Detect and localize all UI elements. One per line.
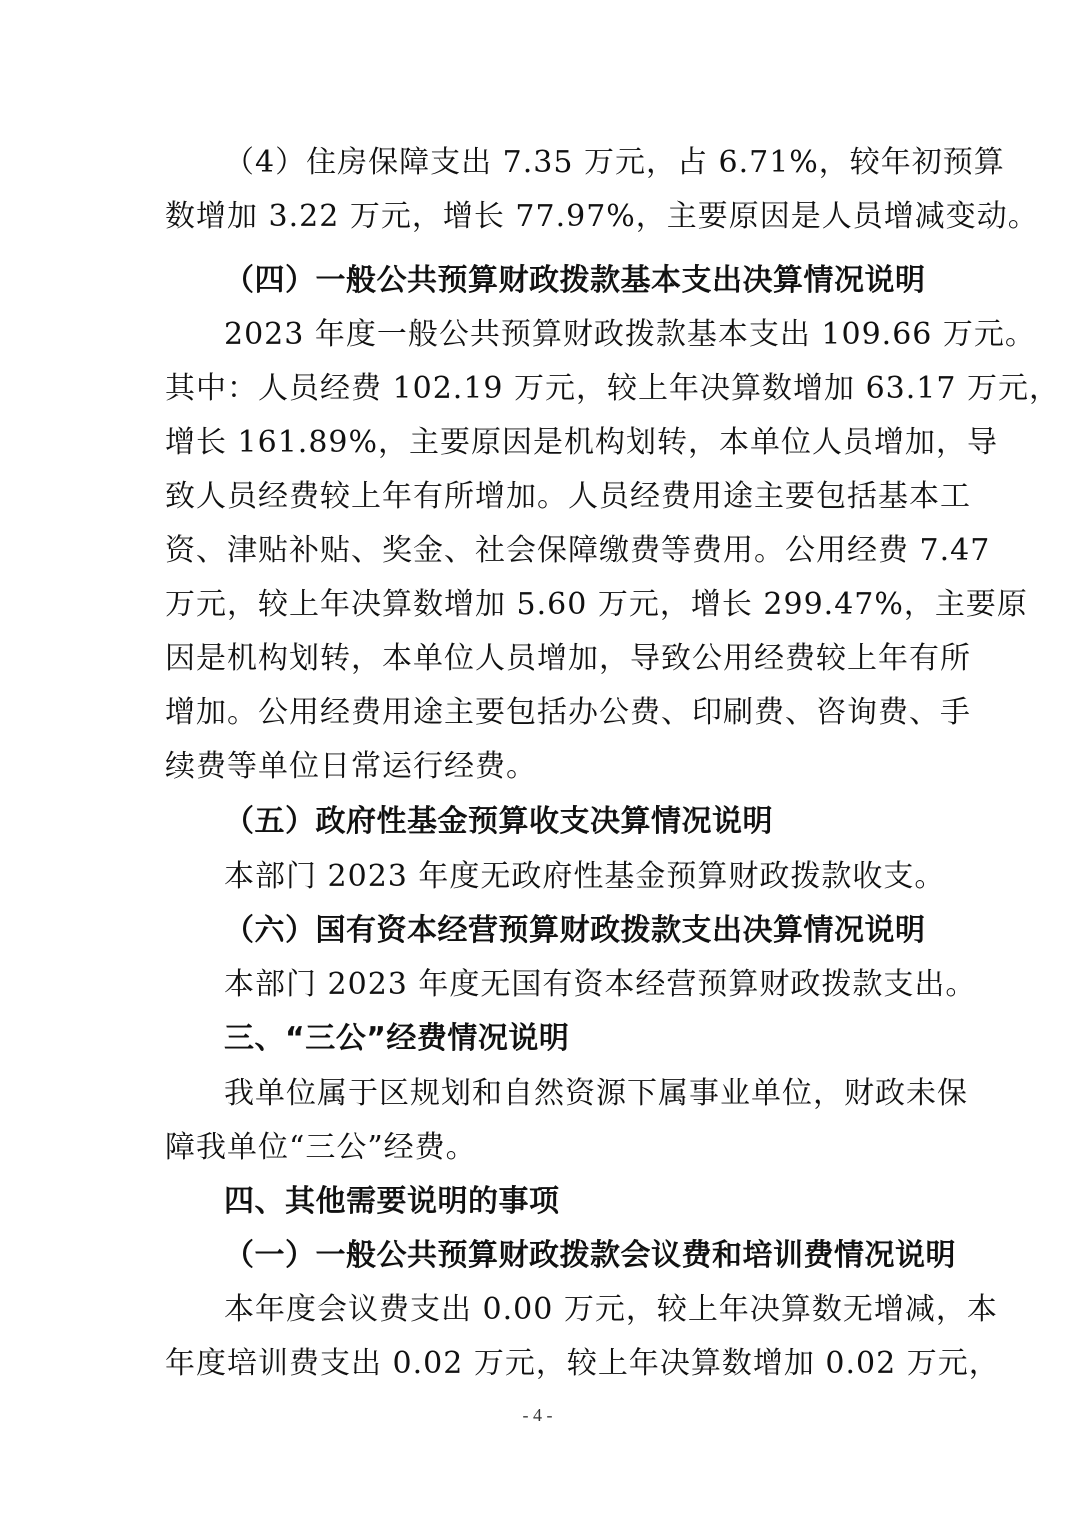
paragraph-line: 本部门 2023 年度无国有资本经营预算财政拨款支出。 — [224, 967, 977, 1002]
paragraph-line: （4）住房保障支出 7.35 万元，占 6.71%，较年初预算 — [224, 145, 1005, 180]
paragraph-line: 障我单位“三公”经费。 — [165, 1130, 477, 1165]
section-heading: （六）国有资本经营预算财政拨款支出决算情况说明 — [224, 913, 926, 948]
section-heading: （一）一般公共预算财政拨款会议费和培训费情况说明 — [224, 1238, 956, 1273]
paragraph-line: 本部门 2023 年度无政府性基金预算财政拨款收支。 — [224, 859, 946, 894]
paragraph-line: 致人员经费较上年有所增加。人员经费用途主要包括基本工 — [165, 479, 971, 514]
section-heading: 四、其他需要说明的事项 — [224, 1184, 560, 1219]
paragraph-line: 资、津贴补贴、奖金、社会保障缴费等费用。公用经费 7.47 — [165, 533, 991, 568]
paragraph-line: 2023 年度一般公共预算财政拨款基本支出 109.66 万元。 — [224, 317, 1036, 352]
paragraph-line: 本年度会议费支出 0.00 万元，较上年决算数无增减，本 — [224, 1292, 998, 1327]
section-heading: （四）一般公共预算财政拨款基本支出决算情况说明 — [224, 263, 926, 298]
section-heading: 三、“三公”经费情况说明 — [224, 1021, 570, 1056]
paragraph-line: 续费等单位日常运行经费。 — [165, 749, 537, 784]
page-number: - 4 - — [522, 1405, 553, 1425]
paragraph-line: 数增加 3.22 万元，增长 77.97%，主要原因是人员增减变动。 — [165, 199, 1039, 234]
paragraph-line: 我单位属于区规划和自然资源下属事业单位，财政未保 — [224, 1076, 968, 1111]
paragraph-line: 其中：人员经费 102.19 万元，较上年决算数增加 63.17 万元， — [165, 371, 1060, 406]
paragraph-line: 增加。公用经费用途主要包括办公费、印刷费、咨询费、手 — [165, 695, 971, 730]
paragraph-line: 年度培训费支出 0.02 万元，较上年决算数增加 0.02 万元， — [165, 1346, 1000, 1381]
section-heading: （五）政府性基金预算收支决算情况说明 — [224, 804, 773, 839]
paragraph-line: 因是机构划转，本单位人员增加，导致公用经费较上年有所 — [165, 641, 971, 676]
paragraph-line: 万元，较上年决算数增加 5.60 万元，增长 299.47%，主要原 — [165, 587, 1028, 622]
paragraph-line: 增长 161.89%，主要原因是机构划转，本单位人员增加，导 — [165, 425, 999, 460]
